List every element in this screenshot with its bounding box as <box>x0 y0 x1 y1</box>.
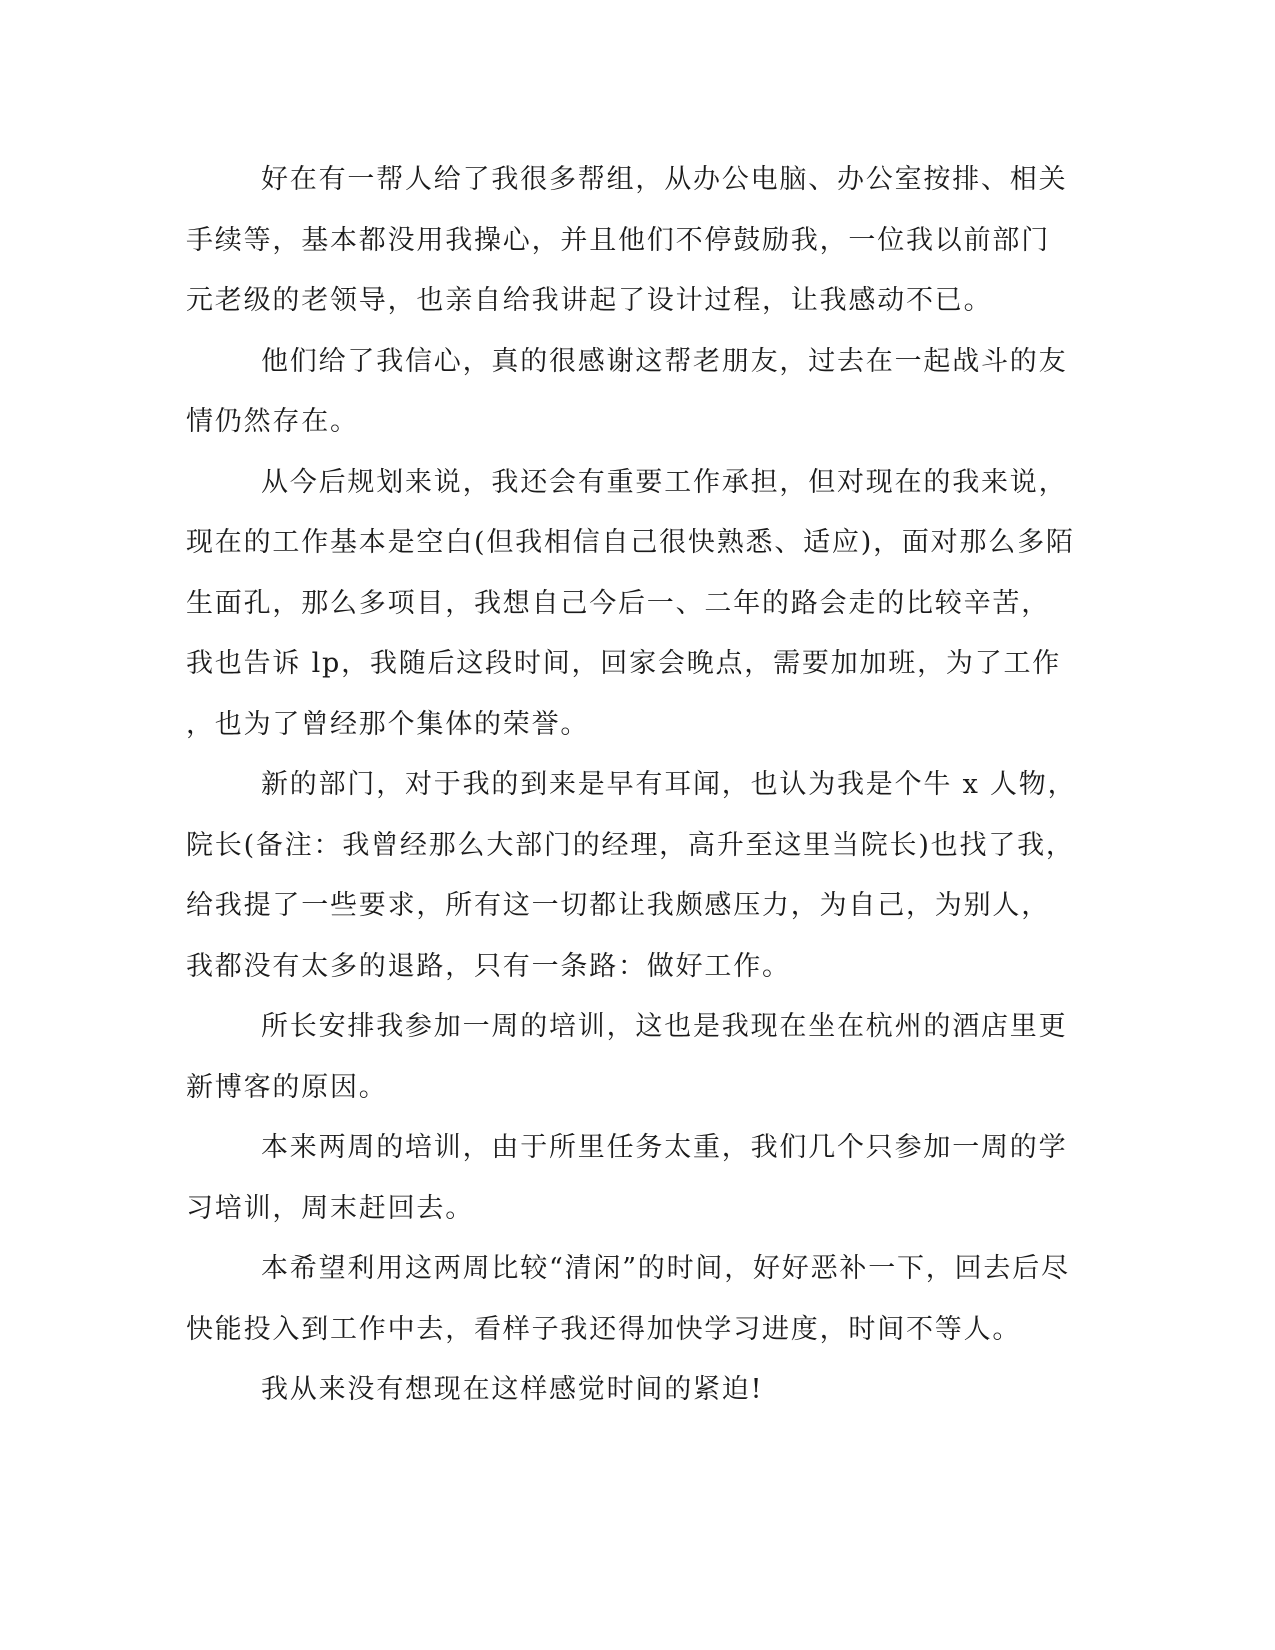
paragraph-1-line-3: 元老级的老领导，也亲自给我讲起了设计过程，让我感动不已。 <box>186 285 993 316</box>
paragraph-8-line-1: 我从来没有想现在这样感觉时间的紧迫! <box>261 1374 764 1405</box>
paragraph-5-line-1: 所长安排我参加一周的培训，这也是我现在坐在杭州的酒店里更 <box>261 1011 1068 1042</box>
paragraph-2-line-1: 他们给了我信心，真的很感谢这帮老朋友，过去在一起战斗的友 <box>261 345 1068 377</box>
paragraph-7-line-2: 快能投入到工作中去，看样子我还得加快学习进度，时间不等人。 <box>186 1313 1022 1345</box>
paragraph-6-line-1: 本来两周的培训，由于所里任务太重，我们几个只参加一周的学 <box>261 1132 1068 1163</box>
paragraph-3-line-5: ，也为了曾经那个集体的荣誉。 <box>186 708 590 740</box>
paragraph-4-line-2: 院长(备注：我曾经那么大部门的经理，高升至这里当院长)也找了我， <box>186 829 1075 861</box>
paragraph-5-line-2: 新博客的原因。 <box>186 1071 388 1103</box>
paragraph-3-line-1: 从今后规划来说，我还会有重要工作承担，但对现在的我来说， <box>261 466 1068 498</box>
paragraph-4-line-1: 新的部门，对于我的到来是早有耳闻，也认为我是个牛 x 人物， <box>261 769 1077 800</box>
paragraph-7-line-1: 本希望利用这两周比较“清闲”的时间，好好恶补一下，回去后尽 <box>261 1253 1070 1284</box>
paragraph-3-line-2: 现在的工作基本是空白(但我相信自己很快熟悉、适应)，面对那么多陌 <box>186 527 1075 558</box>
paragraph-6-line-2: 习培训，周末赶回去。 <box>186 1192 474 1224</box>
paragraph-1-line-1: 好在有一帮人给了我很多帮组，从办公电脑、办公室按排、相关 <box>261 164 1068 195</box>
paragraph-2-line-2: 情仍然存在。 <box>186 406 359 437</box>
document-page <box>186 150 1077 1550</box>
paragraph-4-line-3: 给我提了一些要求，所有这一切都让我颇感压力，为自己，为别人， <box>186 890 1050 921</box>
paragraph-4-line-4: 我都没有太多的退路，只有一条路：做好工作。 <box>186 950 791 982</box>
paragraph-3-line-3: 生面孔，那么多项目，我想自己今后一、二年的路会走的比较辛苦， <box>186 587 1050 619</box>
paragraph-3-line-4: 我也告诉 lp，我随后这段时间，回家会晚点，需要加加班，为了工作 <box>186 648 1062 679</box>
paragraph-1-line-2: 手续等，基本都没用我操心，并且他们不停鼓励我，一位我以前部门 <box>186 224 1050 256</box>
